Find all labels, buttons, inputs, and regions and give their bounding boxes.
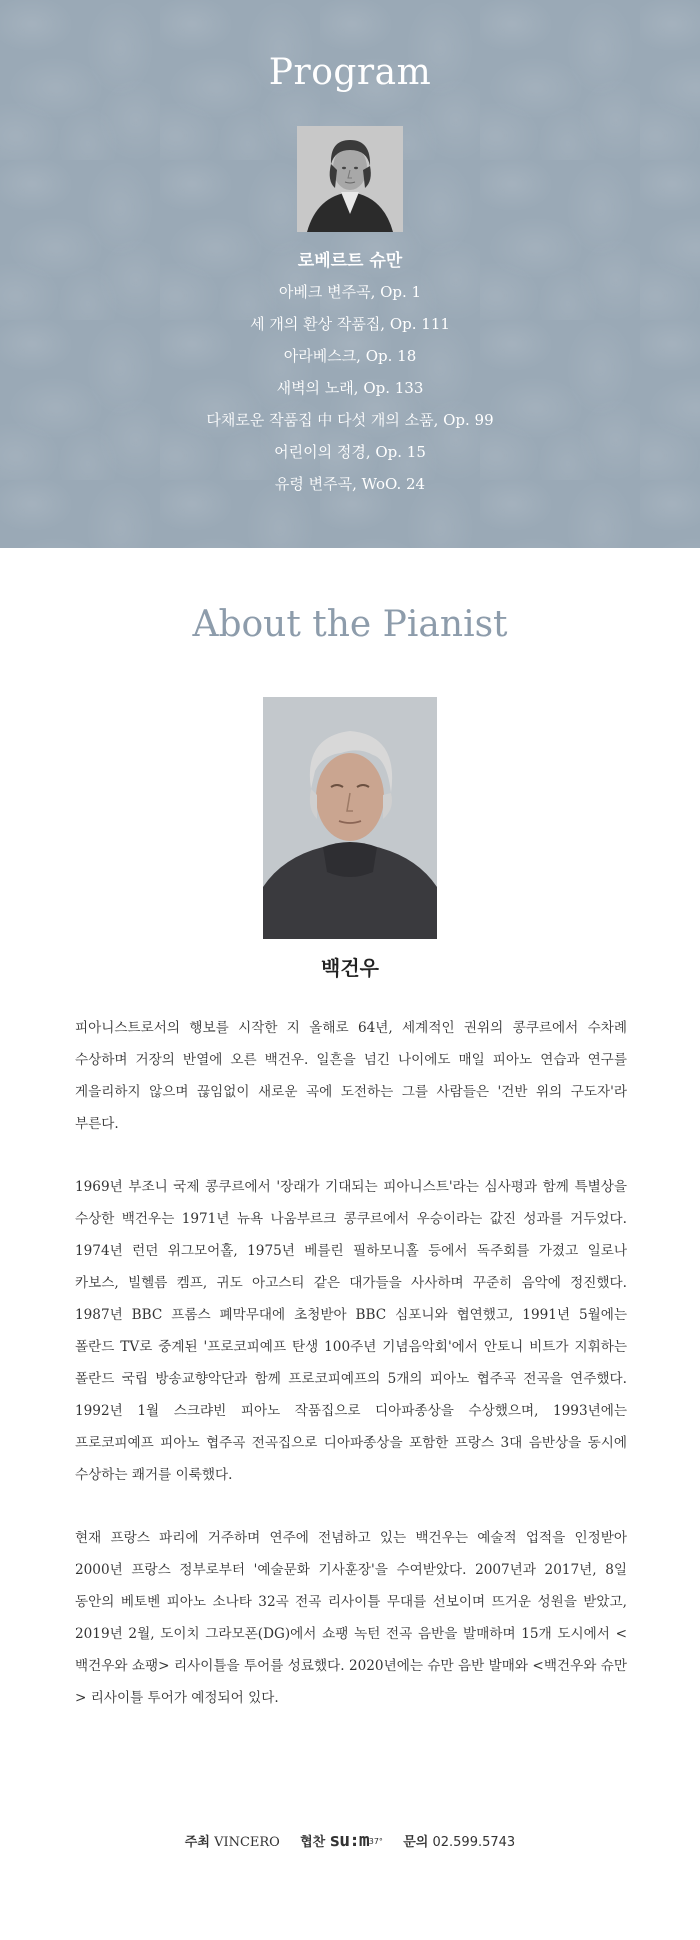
list-item: 아베크 변주곡, Op. 1 (278, 283, 422, 301)
works-list (0, 276, 700, 500)
contact-label: 문의 (403, 1835, 429, 1850)
list-item: 유령 변주곡, WoO. 24 (274, 475, 426, 493)
list-item: 세 개의 환상 작품집, Op. 111 (250, 315, 450, 333)
pianist-name: 백건우 (321, 956, 379, 980)
footer (0, 1830, 700, 1851)
sponsor-logo-sub: 37° (368, 1837, 383, 1846)
composer-portrait (297, 126, 403, 232)
pianist-portrait-image (263, 697, 437, 939)
list-item: 새벽의 노래, Op. 133 (276, 379, 424, 397)
list-item: 아라베스크, Op. 18 (283, 347, 417, 365)
pianist-biography (75, 1012, 627, 1745)
list-item: 어린이의 정경, Op. 15 (274, 443, 426, 461)
list-item: 다채로운 작품집 中 다섯 개의 소품, Op. 99 (206, 411, 494, 429)
about-title: About the Pianist (192, 604, 508, 645)
bio-paragraph: 1969년 부조니 국제 콩쿠르에서 '장래가 기대되는 피아니스트'라는 심사평과 함께 특별상을 수상한 백건우는 1971년 뉴욕 나움부르크 콩쿠르에서 우승이라는 값진 성과를 거두었다. 1974년 런던 위그모어홀, 1975년 베를린 필하모니홀 등에서 독주회를 가졌고 일로나 카보스, 빌헬름 켐프, 귀도 아고스티 같은 대가들을 사사하며 꾸준히 음악에 정진했다. 1987년 BBC 프롬스 폐막무대에 초청받아 BBC 심포니와 협연했고, 1991년 5월에는 폴란드 TV로 중계된 '프로코피예프 탄생 100주년 기념음악회'에서 안토니 비트가 지휘하는 폴란드 국립 방송교향악단과 함께 프로코피예프의 5개의 피아노 협주곡 전곡을 연주했다. 1992년 1월 스크랴빈 피아노 작품집으로 디아파종상을 수상했으며, 1993년에는 프로코피예프 피아노 협주곡 전곡집으로 디아파종상을 포함한 프랑스 3대 음반상을 동시에 수상하는 쾌거를 이룩했다. (75, 1179, 627, 1483)
sponsor-label: 협찬 (300, 1835, 326, 1850)
host-label: 주최 (184, 1835, 210, 1850)
host-name: VINCERO (214, 1835, 280, 1850)
program-title: Program (268, 52, 432, 93)
bio-paragraph: 피아니스트로서의 행보를 시작한 지 올해로 64년, 세계적인 권위의 콩쿠르에서 수차례 수상하며 거장의 반열에 오른 백건우. 일흔을 넘긴 나이에도 매일 피아노 연습과 연구를 게을리하지 않으며 끊임없이 새로운 곡에 도전하는 그를 사람들은 '건반 위의 구도자'라 부른다. (75, 1020, 627, 1132)
composer-name: 로베르트 슈만 (297, 251, 403, 271)
sponsor-logo: su:m (329, 1830, 369, 1851)
composer-portrait-image (297, 126, 403, 232)
contact-number: 02.599.5743 (432, 1835, 516, 1850)
program-section (0, 0, 700, 548)
pianist-portrait (263, 697, 437, 939)
bio-paragraph: 현재 프랑스 파리에 거주하며 연주에 전념하고 있는 백건우는 예술적 업적을 인정받아 2000년 프랑스 정부로부터 '예술문화 기사훈장'을 수여받았다. 2007년과 2017년, 8일 동안의 베토벤 피아노 소나타 32곡 전곡 리사이틀 무대를 선보이며 뜨거운 성원을 받았고, 2019년 2월, 도이치 그라모폰(DG)에서 쇼팽 녹턴 전곡 음반을 발매하며 15개 도시에서 <백건우와 쇼팽> 리사이틀을 투어를 성료했다. 2020년에는 슈만 음반 발매와 <백건우와 슈만> 리사이틀 투어가 예정되어 있다. (75, 1530, 627, 1706)
